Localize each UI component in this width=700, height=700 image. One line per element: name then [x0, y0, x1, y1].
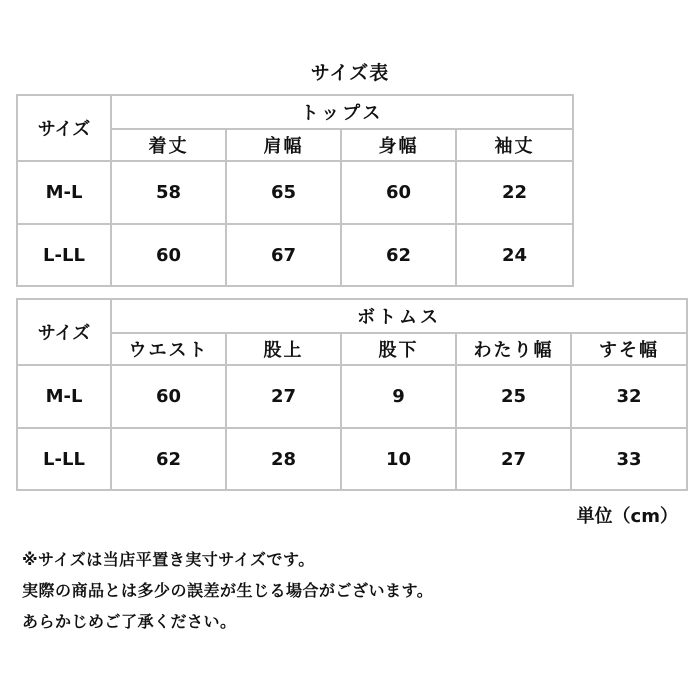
- value-cell: 60: [111, 224, 226, 286]
- value-cell: 62: [341, 224, 456, 286]
- column-header-chest: 身幅: [341, 129, 456, 161]
- column-header-shoulder: 肩幅: [226, 129, 341, 161]
- notes: [22, 544, 433, 637]
- column-header-thigh: わたり幅: [456, 333, 571, 365]
- value-cell: 58: [111, 161, 226, 224]
- value-cell: 25: [456, 365, 571, 428]
- size-header: サイズ: [17, 95, 111, 161]
- size-cell: L-LL: [17, 428, 111, 490]
- value-cell: 33: [571, 428, 687, 490]
- tops-group-header: トップス: [111, 95, 573, 129]
- table-row: [17, 161, 573, 224]
- value-cell: 65: [226, 161, 341, 224]
- table-row: [17, 224, 573, 286]
- column-header-sleeve: 袖丈: [456, 129, 573, 161]
- column-header-inseam: 股下: [341, 333, 456, 365]
- value-cell: 62: [111, 428, 226, 490]
- value-cell: 27: [456, 428, 571, 490]
- note-line: あらかじめご了承ください。: [22, 612, 237, 631]
- column-header-length: 着丈: [111, 129, 226, 161]
- column-header-rise: 股上: [226, 333, 341, 365]
- bottoms-group-header: ボトムス: [111, 299, 687, 333]
- value-cell: 9: [341, 365, 456, 428]
- size-cell: M-L: [17, 365, 111, 428]
- tops-size-table: [16, 94, 574, 287]
- size-cell: M-L: [17, 161, 111, 224]
- value-cell: 67: [226, 224, 341, 286]
- table-row: [17, 428, 687, 490]
- note-line: 実際の商品とは多少の誤差が生じる場合がございます。: [22, 581, 434, 600]
- page-title: サイズ表: [310, 62, 390, 84]
- column-header-waist: ウエスト: [111, 333, 226, 365]
- value-cell: 22: [456, 161, 573, 224]
- value-cell: 24: [456, 224, 573, 286]
- value-cell: 28: [226, 428, 341, 490]
- unit-label: 単位（cm）: [576, 506, 678, 527]
- size-header: サイズ: [17, 299, 111, 365]
- column-header-hem: すそ幅: [571, 333, 687, 365]
- note-line: ※サイズは当店平置き実寸サイズです。: [22, 550, 315, 569]
- bottoms-size-table: [16, 298, 688, 491]
- value-cell: 60: [111, 365, 226, 428]
- value-cell: 32: [571, 365, 687, 428]
- value-cell: 10: [341, 428, 456, 490]
- table-row: [17, 365, 687, 428]
- value-cell: 27: [226, 365, 341, 428]
- size-cell: L-LL: [17, 224, 111, 286]
- value-cell: 60: [341, 161, 456, 224]
